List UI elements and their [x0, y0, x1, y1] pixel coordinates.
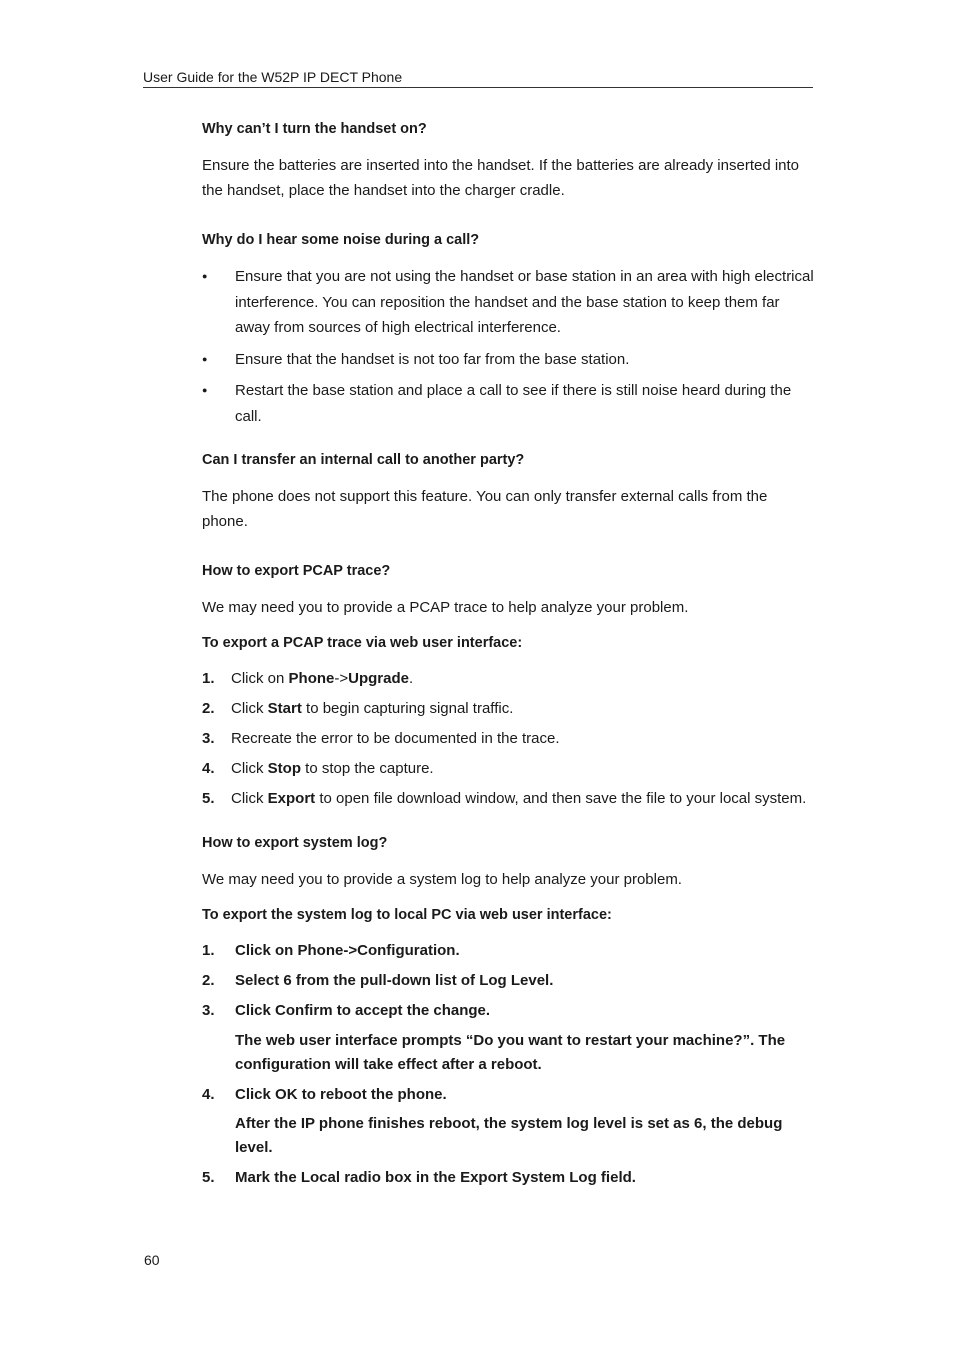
syslog-intro: We may need you to provide a system log to help analyze your problem. [202, 871, 682, 888]
list-item: 2. Select 6 from the pull-down list of Log Level. [202, 972, 554, 989]
list-item: ● Ensure that you are not using the handset or base station in an area with high electrical interference. You can reposition the handset and the base station to keep them far away from sources of high electrical interference. [202, 264, 814, 341]
pcap-steps [202, 666, 814, 811]
list-item: 3. Recreate the error to be documented in the trace. [202, 730, 560, 747]
faq-question-handset-power: Why can’t I turn the handset on? [202, 121, 427, 137]
list-item: 1. Click on Phone->Upgrade. [202, 670, 414, 687]
syslog-subheading: To export the system log to local PC via web user interface: [202, 907, 612, 923]
list-item: 5. Mark the Local radio box in the Export System Log field. [202, 1169, 636, 1186]
faq-question-transfer: Can I transfer an internal call to another party? [202, 452, 525, 468]
syslog-steps [202, 938, 814, 1190]
step-note: After the IP phone finishes reboot, the system log level is set as 6, the debug level. [235, 1115, 783, 1156]
faq-question-pcap: How to export PCAP trace? [202, 563, 391, 579]
list-item: ● Restart the base station and place a call to see if there is still noise heard during the call. [202, 378, 814, 429]
list-item: 1. Click on Phone->Configuration. [202, 942, 460, 959]
list-item: 5. Click Export to open file download window, and then save the file to your local system. [202, 790, 807, 807]
page-header [143, 67, 813, 88]
step-note: The web user interface prompts “Do you want to restart your machine?”. The configuration will take effect after a reboot. [235, 1032, 786, 1073]
faq-question-noise: Why do I hear some noise during a call? [202, 232, 480, 248]
page-number: 60 [144, 1252, 160, 1268]
noise-bullet-list [202, 264, 814, 429]
faq-question-syslog: How to export system log? [202, 835, 388, 851]
list-item: 2. Click Start to begin capturing signal traffic. [202, 700, 514, 717]
list-item: 4. Click Stop to stop the capture. [202, 760, 434, 777]
pcap-subheading: To export a PCAP trace via web user interface: [202, 635, 523, 651]
list-item: 3. Click Confirm to accept the change. The web user interface prompts “Do you want to restart your machine?”. The configuration will take effect after a reboot. [202, 998, 814, 1077]
faq-answer-transfer: The phone does not support this feature. You can only transfer external calls from the phone. [202, 488, 768, 530]
faq-answer-handset-power: Ensure the batteries are inserted into the handset. If the batteries are already inserted into the handset, place the handset into the charger cradle. [202, 157, 800, 199]
pcap-intro: We may need you to provide a PCAP trace to help analyze your problem. [202, 599, 689, 616]
list-item: ● Ensure that the handset is not too far from the base station. [202, 347, 814, 373]
header-title: User Guide for the W52P IP DECT Phone [143, 69, 403, 85]
document-body [202, 118, 814, 1195]
list-item: 4. Click OK to reboot the phone. After the IP phone finishes reboot, the system log level is set as 6, the debug level. [202, 1082, 814, 1160]
